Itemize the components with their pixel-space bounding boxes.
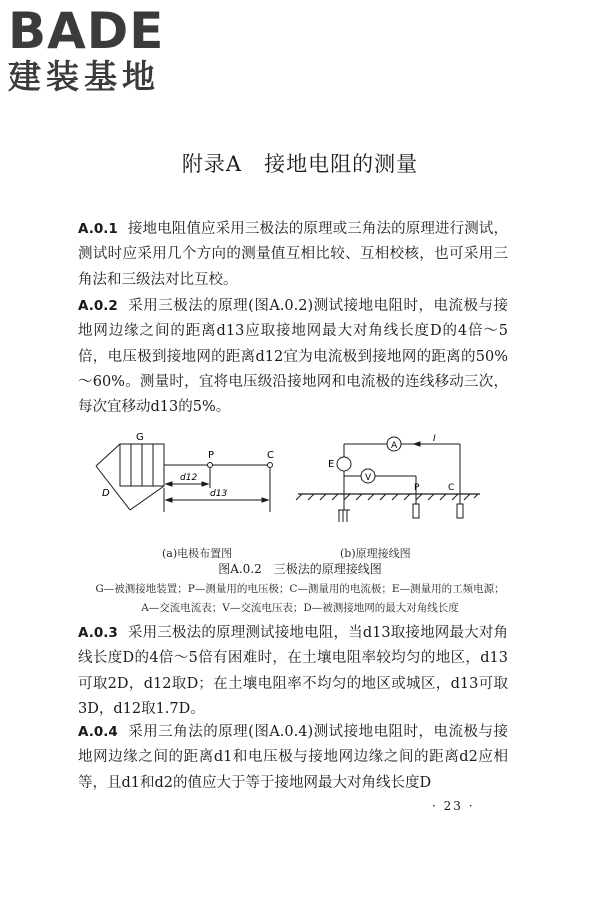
section-text: 采用三极法的原理测试接地电阻，当d13取接地网最大对角线长度D的4倍～5倍有困难时，在土壤电阻率较均匀的地区，d13可取2D，d12取D；在土壤电阻率不均匀的地区或城区，d13可取3D，d12取1.7D。 (78, 625, 508, 717)
figure-title: 图A.0.2 三极法的原理接线图 (218, 562, 382, 576)
label-e: E (328, 459, 335, 470)
label-p: P (208, 450, 215, 461)
section-number: A.0.4 (78, 724, 118, 740)
figure-legend-line-2: A—交流电流表；V—交流电压表；D—被测接地网的最大对角线长度 (141, 602, 459, 614)
page-number: · 23 · (432, 799, 475, 813)
label-current-i: I (433, 434, 436, 444)
section-text: 接地电阻值应采用三极法的原理或三角法的原理进行测试，测试时应采用几个方向的测量值互相比较、互相校核，也可采用三角法和三级法对比互校。 (78, 221, 508, 288)
label-d13: d13 (210, 489, 228, 499)
caption-electrode-layout: (a)电极布置图 (162, 547, 233, 560)
figure-a02-diagram (78, 432, 518, 572)
section-number: A.0.1 (78, 221, 118, 237)
logo-brand: BADE (8, 2, 165, 60)
label-a: A (391, 441, 398, 451)
power-source-e (337, 457, 351, 471)
section-number: A.0.2 (78, 298, 118, 314)
section-a04 (78, 720, 508, 796)
label-c: C (267, 450, 274, 461)
voltage-electrode-p-rod (413, 504, 419, 518)
logo-subtitle: 建装基地 (8, 57, 160, 96)
section-text: 采用三角法的原理(图A.0.4)测试接地电阻时，电流极与接地网边缘之间的距离d1和电压极与接地网边缘之间的距离d2应相等，且d1和d2的值应大于等于接地网最大对角线长度D (78, 724, 508, 791)
label-v: V (365, 473, 372, 483)
caption-wiring-principle: (b)原理接线图 (340, 547, 411, 560)
label-d12: d12 (180, 473, 198, 483)
figure-legend-line-1: G—被测接地装置；P—测量用的电压极；C—测量用的电流极；E—测量用的工频电源； (95, 583, 505, 595)
voltage-electrode-p (208, 463, 213, 468)
section-a03 (78, 621, 508, 722)
brand-logo (8, 2, 188, 96)
section-number: A.0.3 (78, 625, 118, 641)
wiring-principle-diagram (296, 437, 480, 522)
label-p2: P (414, 483, 420, 493)
section-a02 (78, 294, 508, 420)
section-a01 (78, 217, 508, 293)
current-electrode-c (268, 463, 273, 468)
label-c2: C (448, 483, 455, 493)
appendix-title: 附录A 接地电阻的测量 (181, 152, 419, 176)
label-g: G (136, 432, 144, 443)
label-d: D (102, 488, 110, 499)
current-electrode-c-rod (457, 504, 463, 518)
section-text: 采用三极法的原理(图A.0.2)测试接地电阻时，电流极与接地网边缘之间的距离d13应取接地网最大对角线长度D的4倍～5倍，电压极到接地网的距离d12宜为电流极到接地网的距离的50%～60%。测量时，宜将电压级沿接地网和电流极的连线移动三次，每次宜移动d13的5%。 (78, 298, 508, 416)
